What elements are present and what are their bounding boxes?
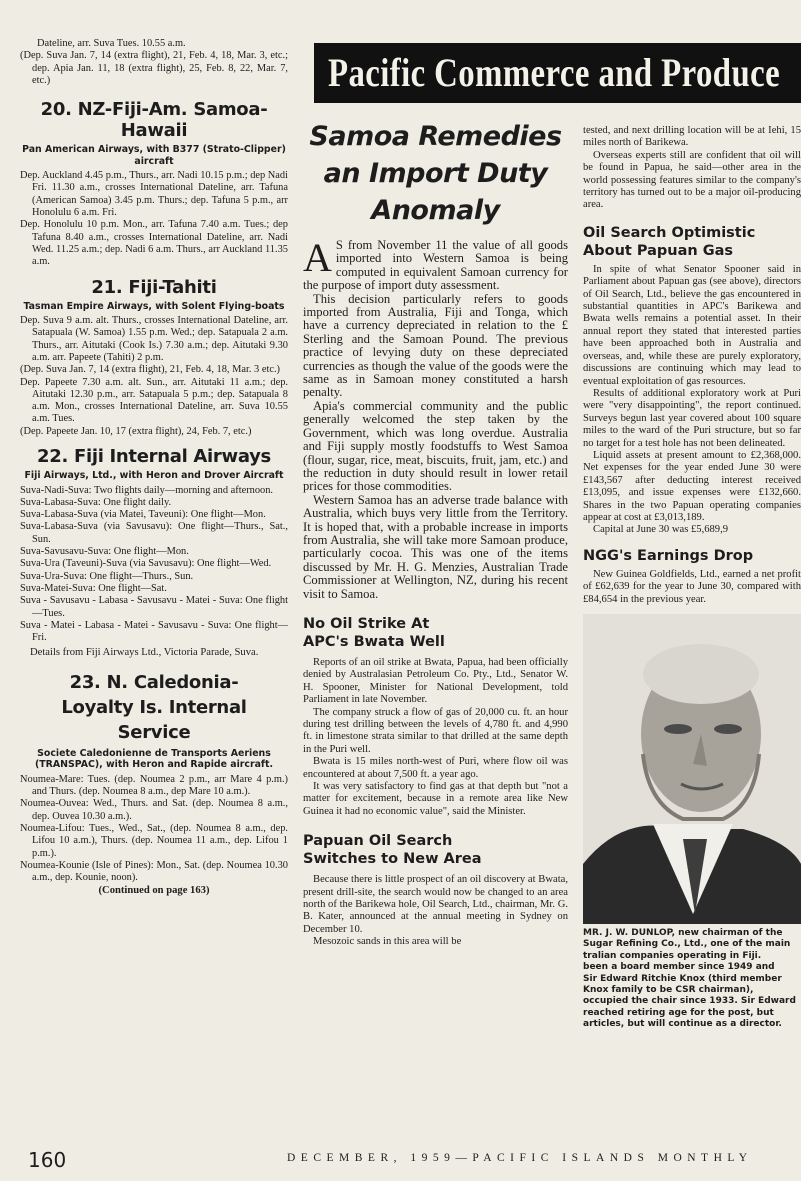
schedule-line: Suva-Ura-Suva: One flight—Thurs., Sun. (20, 570, 194, 582)
schedule-line: Suva-Labasa-Suva (via Matei, Taveuni): One flight—Mon. (20, 509, 266, 521)
column-articles (303, 0, 568, 949)
photo-caption (583, 928, 801, 1031)
schedule-line: Suva-Matei-Suva: One flight—Sat. (20, 582, 167, 594)
schedule-line: (Dep. Papeete Jan. 10, 17 (extra flight), 24, Feb. 7, etc.) (20, 425, 252, 437)
schedule-line: Suva-Nadi-Suva: Two flights daily—morning and afternoon. (20, 484, 274, 496)
article-paragraph: Bwata is 15 miles north-west of Puri, where flow oil was encountered at about 7,500 ft. a year ago. (303, 756, 568, 780)
caption-line: been a board member since 1949 and (583, 962, 775, 973)
route-22-title: 22. Fiji Internal Airways (37, 446, 271, 468)
schedule-line: Noumea-Kounie (Isle of Pines): Mon., Sat. (dep. Noumea 10.30 a.m., dep. Kounie, noon). (20, 859, 288, 884)
schedule-line: Suva-Labasa-Suva (via Savusavu): One flight—Thurs., Sat., Sun. (20, 521, 288, 545)
schedule-line: Suva - Savusavu - Labasa - Savusavu - Matei - Suva: One flight—Tues. (20, 595, 288, 619)
route-20-operator: Pan American Airways, with B377 (Strato-Clipper) aircraft (22, 144, 286, 167)
route-22-schedule (20, 485, 288, 645)
article-paragraph: Liquid assets at present amount to £2,368,000. Net expenses for the year ended June 30 were £143,567 after deducting interest received £13,095, and issue expenses were £132,660. Shares in the two Papuan operating companies appear at cost at £3,013,189. (583, 449, 801, 523)
intro-line: (Dep. Suva Jan. 7, 14 (extra flight), 21, Feb. 4, 18, Mar. 3, etc.; dep. Apia Jan. 11, 18 (extra flight), 25, Feb. 8, 22, Mar. 7, etc.) (20, 50, 288, 86)
route-21-title: 21. Fiji-Tahiti (91, 276, 217, 298)
article-paragraph: Results of additional exploratory work at Puri were "very disappointing", the report continued. Surveys begun last year covered about 100 square miles to the ward of the Puri structure, but so far no target for a test hole has not been delineated. (583, 387, 801, 449)
continued-note: (Continued on page 163) (98, 885, 210, 897)
schedule-line: Suva-Labasa-Suva: One flight daily. (20, 496, 172, 508)
banner-title: Pacific Commerce and Produce (328, 50, 781, 95)
article-paragraph: Mesozoic sands in this area will be (313, 936, 462, 948)
route-23-title: 23. N. Caledonia-Loyalty Is. Internal Service (61, 671, 247, 743)
article-paragraph (303, 235, 568, 293)
caption-line: Knox family to be CSR chairman), (583, 985, 754, 996)
lead-text: S from November 11 the value of all goods imported into Western Samoa is being computed in equivalent Samoan currency for the purpose of import duty assessment. (303, 238, 568, 293)
article-paragraph: Apia's commercial community and the public generally welcomed the step taken by the Government, which was long overdue. Australia and Fiji supply mostly foodstuffs to West Samoa (flour, sugar, rice, meat, biscuits, fruit, jam, etc.) and the reduction in duty should result in lower retail prices for those commodities. (303, 398, 568, 494)
article-paragraph: Western Samoa has an adverse trade balance with Australia, which buys very little from the Territory. It is hoped that, with a probable increase in imports from Australia, she will take more Samoan produce, particularly cocoa. This was one of the items discussed by Mr. H. G. Menzies, Australian Trade Commissioner at Wellington, NZ, during his recent visit to Samoa. (303, 492, 568, 601)
portrait-illustration (583, 614, 801, 924)
article-paragraph: Capital at June 30 was £5,689,9 (593, 524, 729, 536)
article-paragraph: In spite of what Senator Spooner said in Parliament about Papuan gas (see above), directors of Oil Search, Ltd., believe the gas encountered in substantial quantities in APC's Barikewa and Bwata wells remains a potential asset. In their annual report they stated that interested parties have been approached both in Australia and overseas, and, while these are purely exploratory, discussions are continuing which may lead to eventual exploitation of gas resources. (583, 263, 801, 387)
column-timetables (20, 38, 288, 898)
caption-line: Sugar Refining Co., Ltd., one of the main (583, 939, 791, 950)
route-22-operator: Fiji Airways, Ltd., with Heron and Drover Aircraft (24, 470, 284, 482)
article-paragraph: New Guinea Goldfields, Ltd., earned a net profit of £62,639 for the year to June 30, compared with £84,654 in the previous year. (583, 568, 801, 605)
route-21-operator: Tasman Empire Airways, with Solent Flying-boats (23, 300, 285, 312)
schedule-line: Suva-Ura (Taveuni)-Suva (via Savusavu): One flight—Wed. (20, 558, 272, 570)
caption-line: tralian companies operating in Fiji. (583, 950, 762, 961)
article-paragraph: Because there is little prospect of an oil discovery at Bwata, present drill-site, the search would now be changed to an area north of the Barikewa hole, Oil Search, Ltd., chairman, Mr. G. B. Kater, announced at the annual meeting in Sydney on December 10. (303, 874, 568, 935)
schedule-line: Dep. Papeete 7.30 a.m. alt. Sun., arr. Aitutaki 11 a.m.; dep. Aitutaki 12.30 p.m., arr. Satapuala 5 p.m.; dep. Satapuala 8 a.m. Mon., crosses International Dateline, arr. Suva 10.55 a.m. Tues. (20, 376, 288, 425)
portrait-photo (583, 614, 801, 924)
article-paragraph: tested, and next drilling location will be at Iehi, 15 miles north of Barikewa. (583, 125, 801, 149)
article-paragraph: This decision particularly refers to goods imported from Australia, Fiji and Tonga, which have a currency depreciated in relation to the £ Sterling and the Samoan Pound. The previous practice of levying duty on these depreciated currencies as though the value of the goods were the same as in Samoan money constituted a harsh penalty. (303, 291, 568, 400)
route-23-operator: Societe Caledonienne de Transports Aeriens (TRANSPAC), with Heron and Rapide aircraft. (34, 747, 274, 771)
route-20-schedule (20, 170, 288, 268)
article-paragraph: It was very satisfactory to find gas at that depth but "not a matter for excitement, because in a remote area like New Guinea it had no economic value", said the Minister. (303, 781, 568, 817)
schedule-line: Dep. Honolulu 10 p.m. Mon., arr. Tafuna 7.40 a.m. Tues.; dep Tafuna 8.40 a.m., crosses International Dateline, arr. Nadi Wed. 11.25 a.m.; dep. Nadi 6 a.m. Thurs., arr Auckland 11.35 a.m. (20, 219, 288, 268)
article-paragraph: Reports of an oil strike at Bwata, Papua, had been officially denied by Australasian Petroleum Co. Pty., Ltd., Senator W. H. Spooner, Minister for National Development, told Parliament in late November. (303, 656, 568, 706)
caption-line: reached retiring age for the post, but (583, 1007, 774, 1018)
headline-papuan-search: Papuan Oil Search Switches to New Area (303, 833, 482, 868)
issue-line: DECEMBER, 1959—PACIFIC ISLANDS MONTHLY (287, 1152, 753, 1164)
headline-oil-strike: No Oil Strike At APC's Bwata Well (303, 615, 445, 650)
route-23-schedule (20, 774, 288, 885)
schedule-line: Noumea-Lifou: Tues., Wed., Sat., (dep. Noumea 8 a.m., dep. Lifou 10 a.m.), Thurs. (dep. Noumea 11 a.m., dep. Lifou 1 p.m.). (20, 822, 288, 859)
schedule-line: Suva - Matei - Labasa - Matei - Savusavu - Suva: One flight—Fri. (20, 619, 288, 644)
route-20-title: 20. NZ-Fiji-Am. Samoa-Hawaii (40, 99, 268, 142)
schedule-line: Noumea-Ouvea: Wed., Thurs. and Sat. (dep. Noumea 8 a.m., dep. Ouvea 10.30 a.m.). (20, 798, 288, 822)
intro-line: Dateline, arr. Suva Tues. 10.55 a.m. (37, 38, 186, 49)
schedule-line: (Dep. Suva Jan. 7, 14 (extra flight), 21, Feb. 4, 18, Mar. 3 etc.) (20, 364, 280, 376)
caption-line: MR. J. W. DUNLOP, new chairman of the (583, 928, 783, 938)
caption-line: occupied the chair since 1933. Sir Edward (583, 996, 796, 1007)
schedule-line: Dep. Suva 9 a.m. alt. Thurs., crosses International Dateline, arr. Satapuala (W. Samoa) 1.55 p.m. Wed.; dep. Satapuala 2 a.m. Thurs., arr. Aitutaki (Cook Is.) 7.30 a.m.; dep. Aitutaki 9.30 a.m. arr. Papeete (Tahiti) 2 p.m. (20, 315, 288, 363)
page-number: 160 (28, 1148, 67, 1172)
headline-ngg: NGG's Earnings Drop (583, 547, 754, 564)
article-paragraph: The company struck a flow of gas of 20,000 cu. ft. an hour during test drilling between the levels of 4,780 ft. and 4,990 ft. in limestone strata similar to that drilled at the same depth in the Puri well. (303, 706, 568, 755)
drop-cap: A (303, 235, 332, 280)
route-22-details: Details from Fiji Airways Ltd., Victoria Parade, Suva. (30, 647, 259, 659)
schedule-line: Dep. Auckland 4.45 p.m., Thurs., arr. Nadi 10.15 p.m.; dep Nadi Fri. 11.30 a.m., crosses International Dateline, arr. Tafuna (American Samoa) 3.45 p.m. Thurs.; dep. Tafuna 5 p.m., arr Honolulu 6 a.m. Fri. (20, 170, 288, 219)
headline-oil-optimistic: Oil Search Optimistic About Papuan Gas (583, 224, 756, 259)
intro-block (20, 38, 288, 87)
caption-line: articles, but will continue as a director. (583, 1019, 782, 1030)
article-paragraph: Overseas experts still are confident that oil will be found in Papua, he said—other area in the world possessing features similar to the company's territory has turned out to be a major oil-producing area. (583, 149, 801, 211)
route-21-schedule (20, 315, 288, 438)
caption-line: Sir Edward Ritchie Knox (third member (583, 973, 782, 984)
schedule-line: Noumea-Mare: Tues. (dep. Noumea 2 p.m., arr Mare 4 p.m.) and Thurs. (dep. Noumea 8 a.m., dep Mare 10 a.m.). (20, 773, 288, 798)
column-news (583, 125, 801, 1031)
headline-samoa: Samoa Remedies an Import Duty Anomaly (309, 121, 562, 226)
schedule-line: Suva-Savusavu-Suva: One flight—Mon. (20, 546, 189, 558)
